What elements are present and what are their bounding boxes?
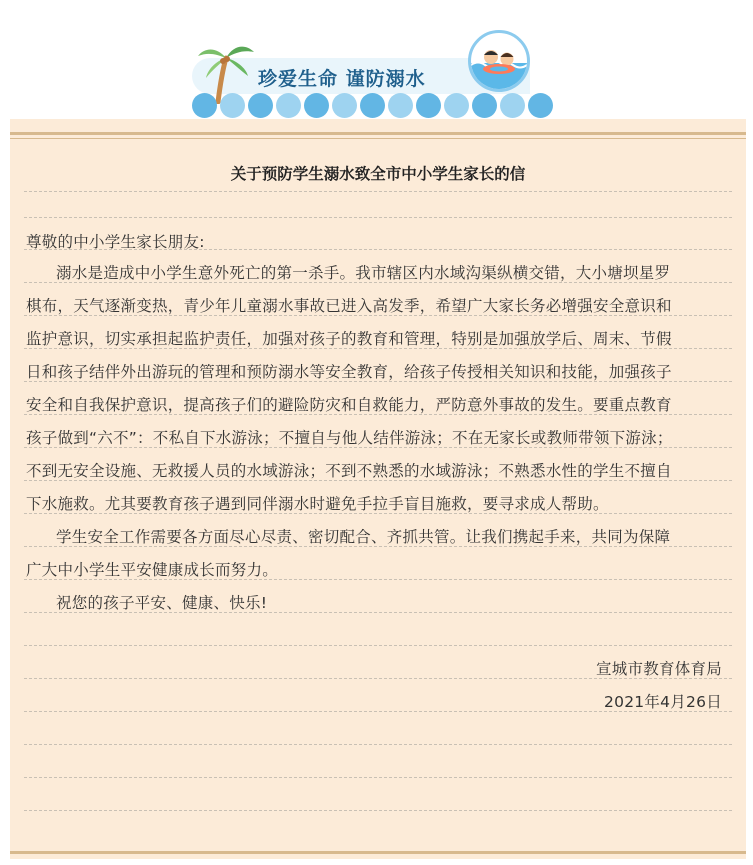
letter-line: 监护意识，切实承担起监护责任，加强对孩子的教育和管理，特别是加强放学后、周末、节假: [26, 330, 672, 348]
letter-title: 关于预防学生溺水致全市中小学生家长的信: [230, 165, 526, 183]
letter-line: 安全和自我保护意识，提高孩子们的避险防灾和自救能力，严防意外事故的发生。要重点教育: [26, 396, 672, 414]
header-banner: [0, 0, 753, 118]
ruled-line: [24, 810, 732, 811]
letter-date: 2021年4月26日: [603, 693, 722, 711]
top-rule-thick: [10, 132, 746, 135]
banner-title: 珍爱生命 谨防溺水: [258, 68, 426, 90]
letter-line: 不到无安全设施、无救援人员的水域游泳；不到不熟悉的水域游泳；不熟悉水性的学生不擅自: [26, 462, 672, 480]
letter-greeting: 尊敬的中小学生家长朋友:: [26, 233, 205, 251]
bottom-rule: [10, 851, 746, 854]
letter-closing: 祝您的孩子平安、健康、快乐!: [56, 594, 268, 612]
letter-line: 棋布，天气逐渐变热，青少年儿童溺水事故已进入高发季，希望广大家长务必增强安全意识和: [26, 297, 672, 315]
ruled-line: [24, 191, 732, 192]
top-rule-thin: [10, 138, 746, 139]
letter-line: 日和孩子结伴外出游玩的管理和预防溺水等安全教育，给孩子传授相关知识和技能，加强孩子: [26, 363, 672, 381]
letter-line: 下水施救。尤其要教育孩子遇到同伴溺水时避免手拉手盲目施救，要寻求成人帮助。: [26, 495, 609, 513]
letter-panel: [10, 119, 746, 859]
letter-line: 溺水是造成中小学生意外死亡的第一杀手。我市辖区内水域沟渠纵横交错，大小塘坝星罗: [56, 264, 671, 282]
ruled-line: [24, 645, 732, 646]
letter-line: 孩子做到“六不”：不私自下水游泳；不擅自与他人结伴游泳；不在无家长或教师带领下游泳；: [26, 429, 673, 447]
ruled-line: [24, 777, 732, 778]
ruled-line: [24, 744, 732, 745]
swimming-kids-icon: [468, 30, 530, 92]
ruled-line: [24, 217, 732, 218]
letter-signature: 宣城市教育体育局: [595, 660, 722, 678]
wave-decoration: [192, 93, 562, 107]
letter-line: 学生安全工作需要各方面尽心尽责、密切配合、齐抓共管。让我们携起手来，共同为保障: [56, 528, 671, 546]
letter-line: 广大中小学生平安健康成长而努力。: [26, 561, 279, 579]
